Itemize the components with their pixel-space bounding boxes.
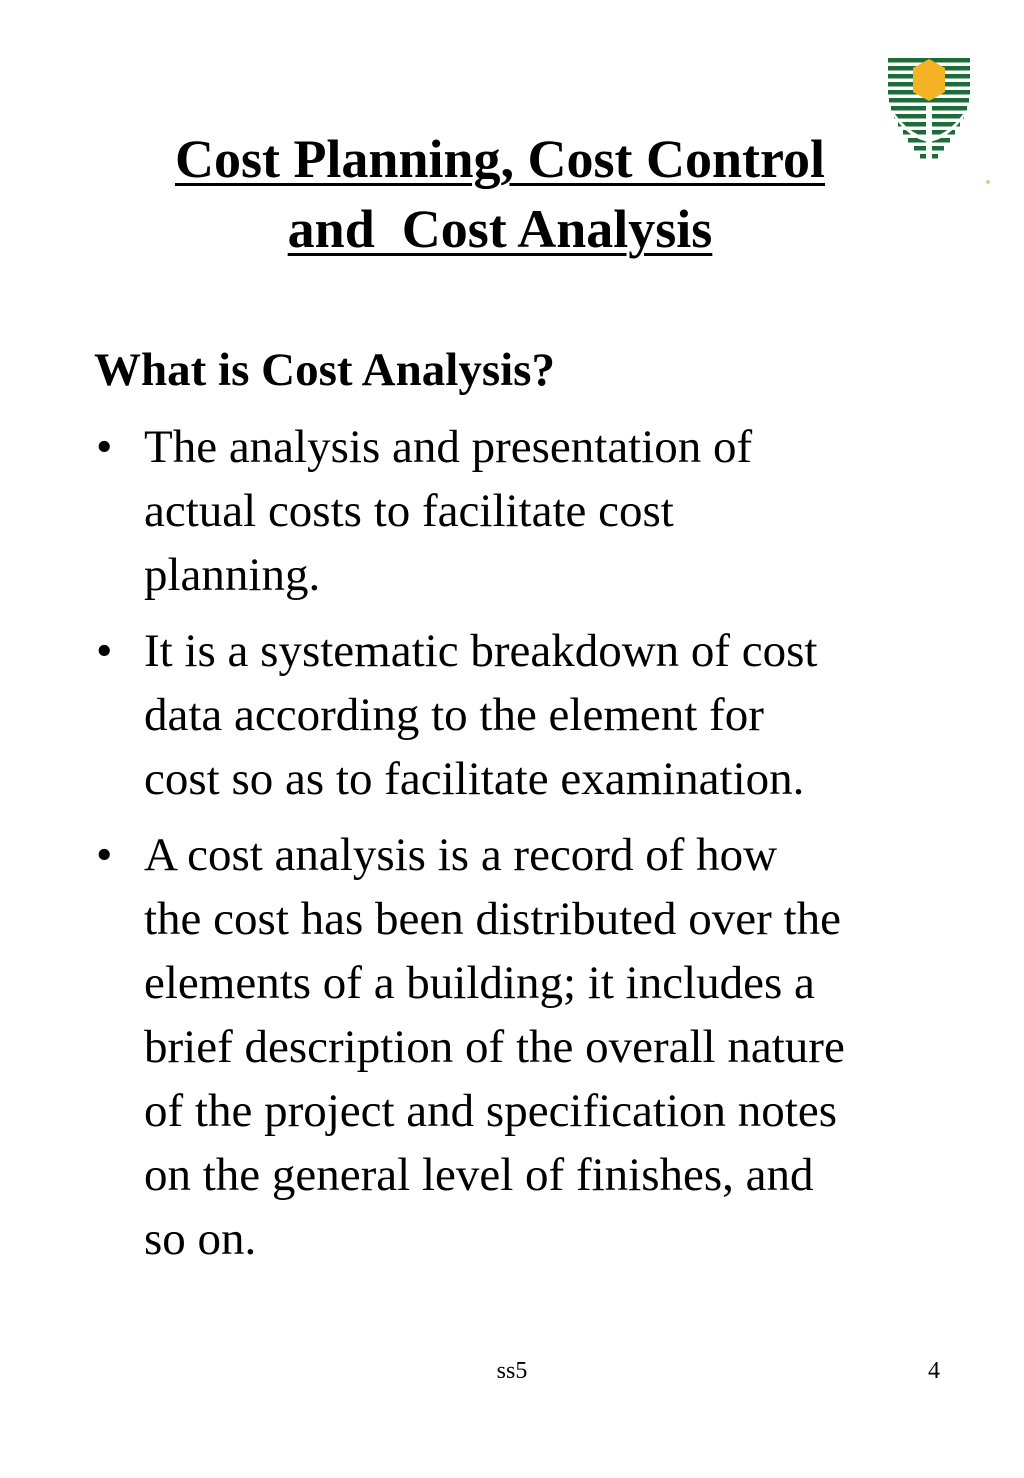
footer-label: ss5: [496, 1358, 528, 1384]
bullet-icon: •: [96, 421, 113, 473]
bullet-list: [94, 415, 974, 1283]
logo-dot: [986, 180, 990, 184]
bullet-line: The analysis and presentation of: [144, 421, 753, 473]
page-title: [60, 124, 940, 264]
bullet-line: data according to the element for: [144, 689, 764, 741]
section-heading: What is Cost Analysis?: [94, 344, 555, 396]
bullet-line: brief description of the overall nature: [144, 1021, 845, 1073]
title-line-1: Cost Planning, Cost Control: [174, 129, 826, 189]
bullet-item: [94, 823, 974, 1271]
bullet-icon: •: [96, 829, 113, 881]
bullet-line: planning.: [144, 549, 321, 601]
bullet-line: actual costs to facilitate cost: [144, 485, 674, 537]
title-line-2: and Cost Analysis: [287, 199, 713, 259]
bullet-line: of the project and specification notes: [144, 1085, 837, 1137]
bullet-icon: •: [96, 625, 113, 677]
bullet-line: It is a systematic breakdown of cost: [144, 625, 818, 677]
page-number: 4: [928, 1358, 940, 1384]
bullet-line: cost so as to facilitate examination.: [144, 753, 805, 805]
bullet-line: so on.: [144, 1213, 257, 1265]
bullet-line: A cost analysis is a record of how: [144, 829, 778, 881]
bullet-line: elements of a building; it includes a: [144, 957, 815, 1009]
bullet-line: the cost has been distributed over the: [144, 893, 841, 945]
bullet-item: [94, 415, 974, 607]
bullet-item: [94, 619, 974, 811]
bullet-line: on the general level of finishes, and: [144, 1149, 814, 1201]
